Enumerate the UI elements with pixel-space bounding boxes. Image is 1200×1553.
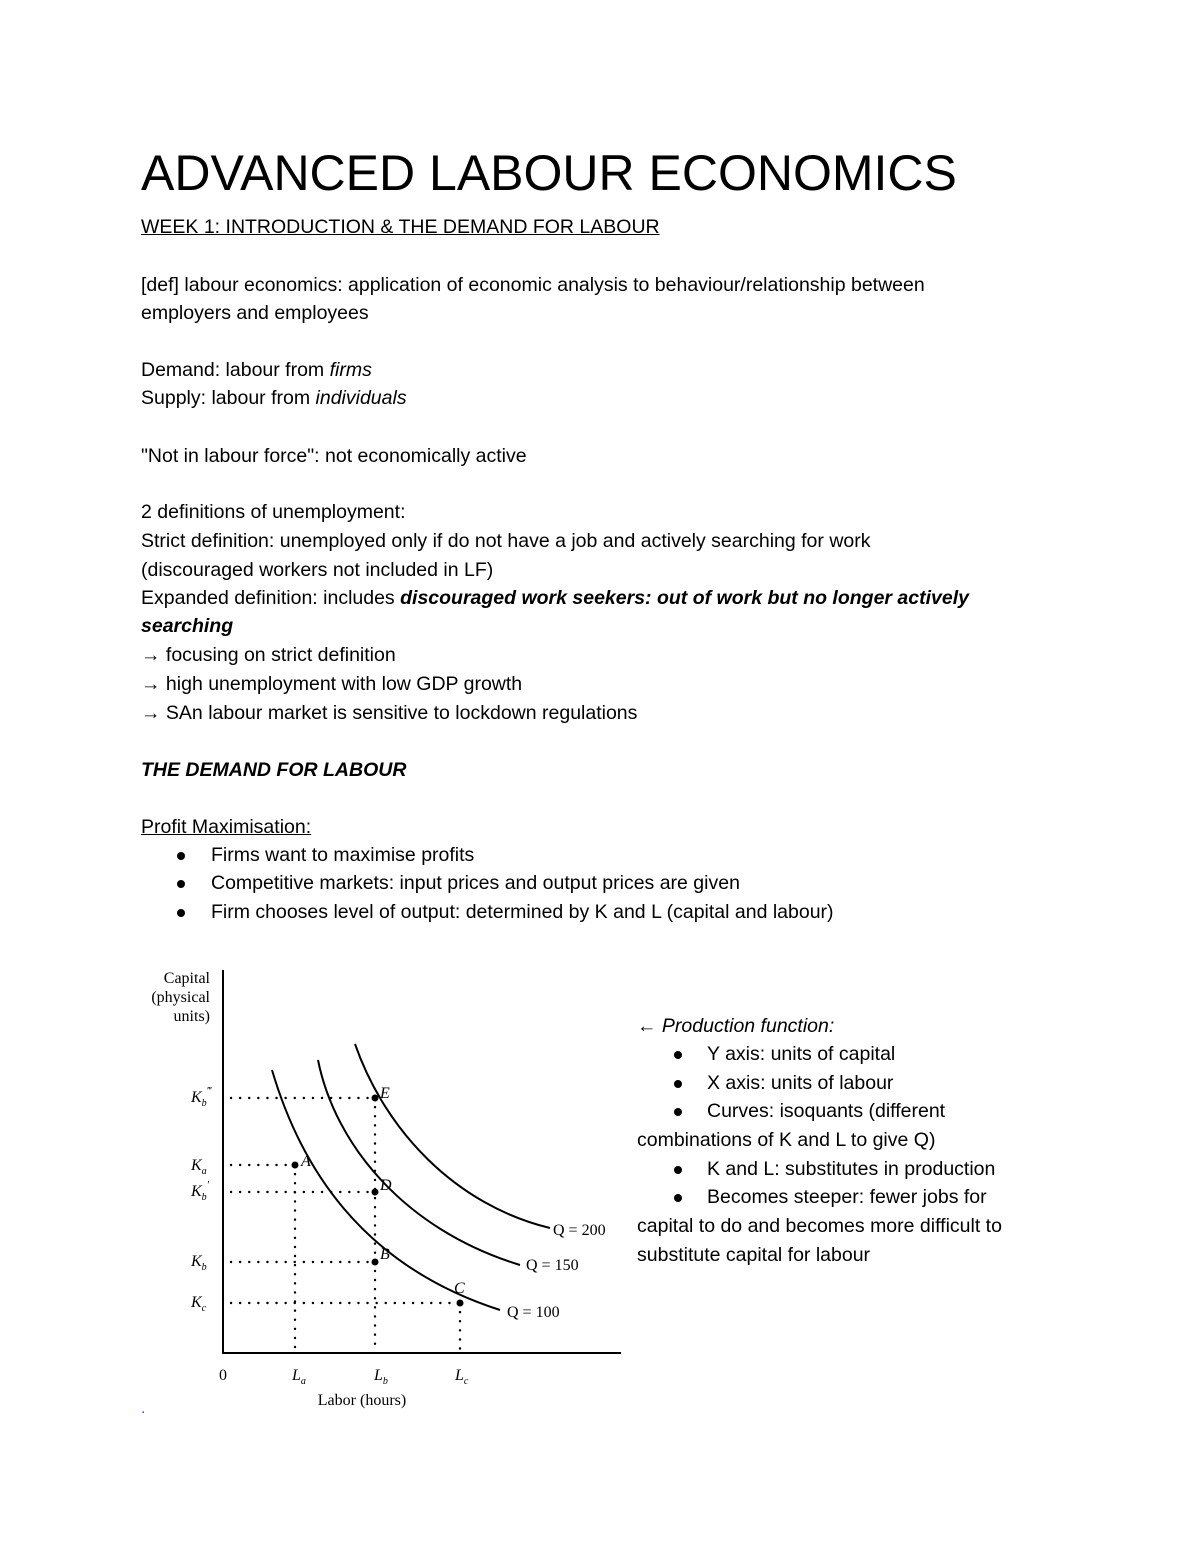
bullet-dot [674,1166,682,1174]
point-a [292,1162,299,1169]
curve-label-q200: Q = 200 [553,1222,606,1239]
x-axis-label: Labor (hours) [317,1392,407,1409]
curve-label-q150: Q = 150 [526,1257,579,1274]
point-label-a: A [301,1153,311,1170]
y-tick-kb-triple-prime: $K_b^‴$ [191,1085,212,1109]
week-heading: WEEK 1: INTRODUCTION & THE DEMAND FOR LABOUR [141,216,660,238]
curve-label-q100: Q = 100 [507,1304,560,1321]
point-c [457,1300,464,1307]
profit-bullet-3: Firm chooses level of output: determined by K and L (capital and labour) [211,901,834,923]
point-e [372,1095,379,1102]
bullet-dot [674,1051,682,1059]
definition-line-2: employers and employees [141,302,369,324]
strict-definition-line-1: Strict definition: unemployed only if do not have a job and actively searching for work [141,530,871,552]
x-tick-la: $L_a$ [292,1367,306,1387]
y-tick-kb-prime: $K_b'$ [191,1179,210,1203]
x-tick-lb: $L_b$ [374,1367,388,1387]
expanded-definition-line [141,584,969,612]
demand-prefix: Demand: labour from [141,359,330,381]
definition-line-1: [def] labour economics: application of economic analysis to behaviour/relationship between [141,274,925,296]
profit-heading: Profit Maximisation: [141,816,312,838]
isoquant-q150 [318,1060,520,1265]
notes-bullet-5-continued-2: substitute capital for labour [637,1244,871,1266]
notes-heading: ← Production function: [637,1015,835,1037]
expanded-bold-continued: searching [141,615,234,637]
isoquant-figure [135,960,635,1420]
demand-emphasis: firms [329,359,372,381]
notes-bullet-4: K and L: substitutes in production [707,1158,996,1180]
notes-bullet-3-continued: combinations of K and L to give Q) [637,1129,936,1151]
guide-lines [231,1098,460,1350]
expanded-bold: discouraged work seekers: out of work but no longer actively [400,587,969,609]
expanded-prefix: Expanded definition: includes [141,587,401,609]
y-axis-label-line-2: (physical [151,989,210,1006]
arrow-note-1: → focusing on strict definition [141,644,396,666]
strict-definition-line-2: (discouraged workers not included in LF) [141,559,494,581]
supply-emphasis: individuals [315,387,407,409]
supply-line [141,384,407,412]
y-axis-label [151,970,210,1025]
bullet-dot [177,880,185,888]
arrow-note-3: → SAn labour market is sensitive to lockdown regulations [141,702,638,724]
bullet-dot [177,852,185,860]
point-d [372,1189,379,1196]
y-axis-label-line-1: Capital [163,970,210,987]
point-label-c: C [454,1280,465,1297]
bullet-dot [674,1080,682,1088]
profit-bullet-2: Competitive markets: input prices and output prices are given [211,872,740,894]
arrow-note-2: → high unemployment with low GDP growth [141,673,523,695]
not-in-labour-force-line: "Not in labour force": not economically active [141,445,527,467]
point-label-d: D [380,1177,392,1194]
unemployment-heading: 2 definitions of unemployment: [141,501,406,523]
x-tick-lc: $L_c$ [455,1367,469,1387]
origin-label: 0 [219,1367,227,1384]
isoquant-q200 [355,1044,550,1228]
notes-bullet-5: Becomes steeper: fewer jobs for [707,1186,987,1208]
notes-bullet-1: Y axis: units of capital [707,1043,896,1065]
point-label-e: E [380,1085,390,1102]
y-axis-label-line-3: units) [173,1008,210,1025]
point-label-b: B [380,1246,390,1263]
profit-bullet-1: Firms want to maximise profits [211,844,475,866]
bullet-dot [674,1194,682,1202]
bullet-dot [177,909,185,917]
supply-prefix: Supply: labour from [141,387,316,409]
demand-line [141,356,372,384]
bullet-dot [674,1108,682,1116]
section-heading: THE DEMAND FOR LABOUR [141,759,407,781]
notes-bullet-3: Curves: isoquants (different [707,1100,946,1122]
stray-mark: . [141,1400,146,1417]
y-tick-kb: $K_b$ [191,1253,207,1273]
notes-bullet-2: X axis: units of labour [707,1072,894,1094]
point-b [372,1259,379,1266]
document-title: ADVANCED LABOUR ECONOMICS [141,145,957,201]
y-tick-kc: $K_c$ [191,1294,207,1314]
y-tick-ka: $K_a$ [191,1157,207,1177]
notes-bullet-5-continued-1: capital to do and becomes more difficult to [637,1215,1002,1237]
